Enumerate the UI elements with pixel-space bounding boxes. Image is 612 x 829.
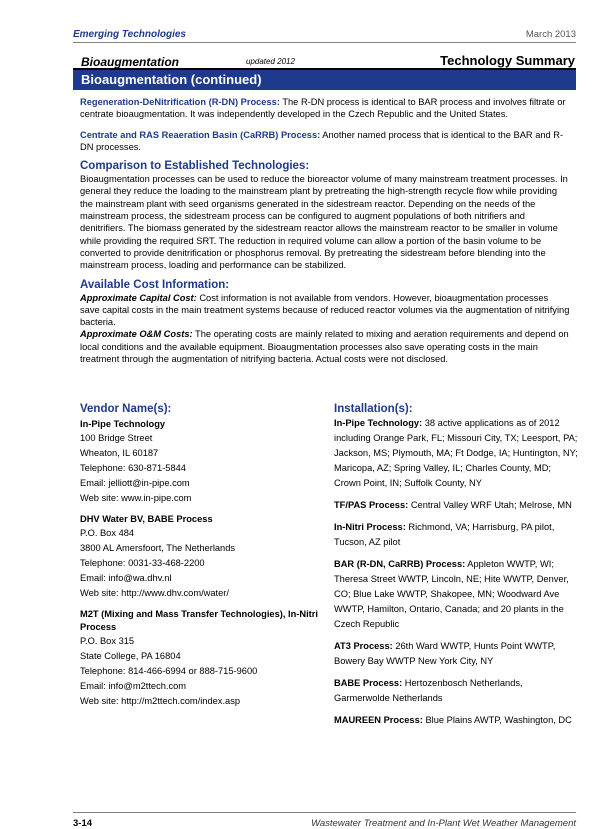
vendor-name: DHV Water BV, BABE Process	[80, 514, 213, 524]
installation-label: BAR (R-DN, CaRRB) Process:	[334, 559, 466, 569]
vendor-entry	[80, 513, 325, 601]
installation-entry	[334, 676, 580, 706]
installation-text: Blue Plains AWTP, Washington, DC	[422, 715, 572, 725]
om-cost-text: The operating costs are mainly related to mixing and aeration requirements and depend on local conditions and the available equipment. Bioaugmentation processes also save operating costs in the main treatment through the augmentation of nitrifying bacteria. Actual costs were not disclosed.	[80, 329, 569, 365]
installation-entry	[334, 498, 580, 513]
capital-cost-label: Approximate Capital Cost:	[80, 292, 197, 303]
vendor-detail-line: P.O. Box 315	[80, 636, 135, 646]
vendor-detail-line: Wheaton, IL 60187	[80, 448, 159, 458]
series-title: Emerging Technologies	[73, 29, 186, 40]
installation-entry	[334, 520, 580, 550]
installation-heading: Installation(s):	[334, 403, 413, 415]
om-cost-paragraph	[80, 328, 570, 365]
installation-text: 26th Ward WWTP, Hunts Point WWTP, Bowery Bay WWTP New York City, NY	[334, 641, 556, 666]
installation-label: BABE Process:	[334, 678, 403, 688]
installation-label: TF/PAS Process:	[334, 500, 409, 510]
vendor-detail-line: Telephone: 630-871-5844	[80, 463, 186, 473]
vendor-heading: Vendor Name(s):	[80, 403, 172, 415]
vendor-list	[80, 418, 325, 709]
rdn-text: The R-DN process is identical to BAR process and involves filtrate or centrate bioaugmentation. It was independently developed in the Czech Republic and the United States.	[80, 97, 566, 120]
installation-label: MAUREEN Process:	[334, 715, 423, 725]
carrb-text: Another named process that is identical to the BAR and R-DN processes.	[80, 129, 564, 152]
vendor-name: M2T (Mixing and Mass Transfer Technologies), In-Nitri Process	[80, 609, 318, 632]
installation-text: Central Valley WRF Utah; Melrose, MN	[408, 500, 572, 510]
installation-entry	[334, 713, 580, 728]
vendor-detail-line: Email: info@m2ttech.com	[80, 681, 187, 691]
vendor-detail-line: Email: jelliott@in-pipe.com	[80, 478, 190, 488]
installation-label: In-Pipe Technology:	[334, 418, 423, 428]
vendor-detail-line: 100 Bridge Street	[80, 433, 153, 443]
carrb-paragraph	[80, 129, 570, 154]
installation-label: In-Nitri Process:	[334, 522, 406, 532]
installation-list	[334, 416, 580, 728]
capital-cost-paragraph	[80, 292, 570, 329]
rdn-paragraph	[80, 96, 570, 121]
vendor-entry	[80, 418, 325, 506]
header-date: March 2013	[525, 29, 576, 40]
comparison-heading: Comparison to Established Technologies:	[80, 160, 310, 173]
vendor-detail-line: State College, PA 16804	[80, 651, 181, 661]
vendor-detail-line: Web site: www.in-pipe.com	[80, 493, 192, 503]
vendor-detail-line: Telephone: 814-466-6994 or 888-715-9600	[80, 666, 258, 676]
vendor-column	[80, 402, 325, 709]
carrb-label: Centrate and RAS Reaeration Basin (CaRRB) Process:	[80, 129, 321, 140]
vendor-name: In-Pipe Technology	[80, 419, 166, 429]
section-banner	[73, 70, 576, 90]
technology-summary-label: Technology Summary	[440, 53, 575, 68]
om-cost-label: Approximate O&M Costs:	[80, 329, 193, 340]
vendor-entry	[80, 608, 325, 709]
rdn-label: Regeneration-DeNitrification (R-DN) Process:	[80, 97, 280, 107]
vendor-detail-line: Web site: http://www.dhv.com/water/	[80, 588, 229, 598]
comparison-text: Bioaugmentation processes can be used to reduce the bioreactor volume of many mainstream treatment processes. In general they reduce the loading to the mainstream plant by pretreating the high-strength recycle flow while providing the mainstream plant with seed organisms generated in the sidestream reactor. Depending on the needs of the mainstream process, the sidestream process can be configured to augment populations of both nitrifiers and denitrifiers. The biomass generated by the sidestream reactor allows the mainstream reactor to be smaller in volume while providing the required SRT. The reduction in required volume can allow a portion of the basin volume to be converted to provide denitrification or phosphorus removal. By pretreating the sidestream before blending into the mainstream process, loading and performance can be stabilized.	[80, 174, 568, 271]
installation-label: AT3 Process:	[334, 641, 393, 651]
cost-heading: Available Cost Information:	[80, 278, 230, 291]
installation-text: Appleton WWTP, WI; Theresa Street WWTP, Lincoln, NE; Hite WWTP, Denver, CO; Blue Lake WWTP, Shakopee, MN; Woodward Ave WWTP, Hamilton, Ontario, Canada; and 20 plants in the Czech Republic	[334, 559, 569, 629]
page-number: 3-14	[73, 818, 93, 829]
vendor-detail-line: Email: info@wa.dhv.nl	[80, 573, 172, 583]
updated-note: updated 2012	[246, 57, 295, 66]
vendor-detail-line: Web site: http://m2ttech.com/index.asp	[80, 696, 241, 706]
installation-text: Hertozenbosch Netherlands, Garmerwolde Netherlands	[334, 678, 523, 703]
installation-entry	[334, 639, 580, 669]
vendor-detail-line: P.O. Box 484	[80, 528, 135, 538]
vendor-detail-line: 3800 AL Amersfoort, The Netherlands	[80, 543, 236, 553]
main-content	[80, 96, 570, 365]
running-header	[73, 29, 576, 43]
capital-cost-text: Cost information is not available from vendors. However, bioaugmentation processes save capital costs in the main treatment systems because of reduced reactor volumes via the augmentation of nitrifying bacteria.	[80, 292, 570, 328]
topic-title: Bioaugmentation	[81, 55, 179, 69]
installation-entry	[334, 416, 580, 491]
installation-text: Richmond, VA; Harrisburg, PA pilot, Tucson, AZ pilot	[334, 522, 555, 547]
footer-rule	[73, 812, 576, 813]
installation-text: 38 active applications as of 2012 including Orange Park, FL; Missouri City, TX; Leesport, PA; Jackson, MS; Plymouth, MA; Ft Dodge, IA; Huntington, NY; Maricopa, AZ; Spring Valley, IL; Charles County, MD; Crown Point, IN; Suffolk County, NY	[334, 418, 578, 488]
topic-header	[73, 52, 576, 70]
vendor-detail-line: Telephone: 0031-33-468-2200	[80, 558, 205, 568]
banner-title: Bioaugmentation (continued)	[81, 72, 262, 87]
footer-title: Wastewater Treatment and In-Plant Wet Weather Management	[311, 818, 576, 829]
installation-column	[334, 402, 580, 728]
installation-entry	[334, 557, 580, 632]
